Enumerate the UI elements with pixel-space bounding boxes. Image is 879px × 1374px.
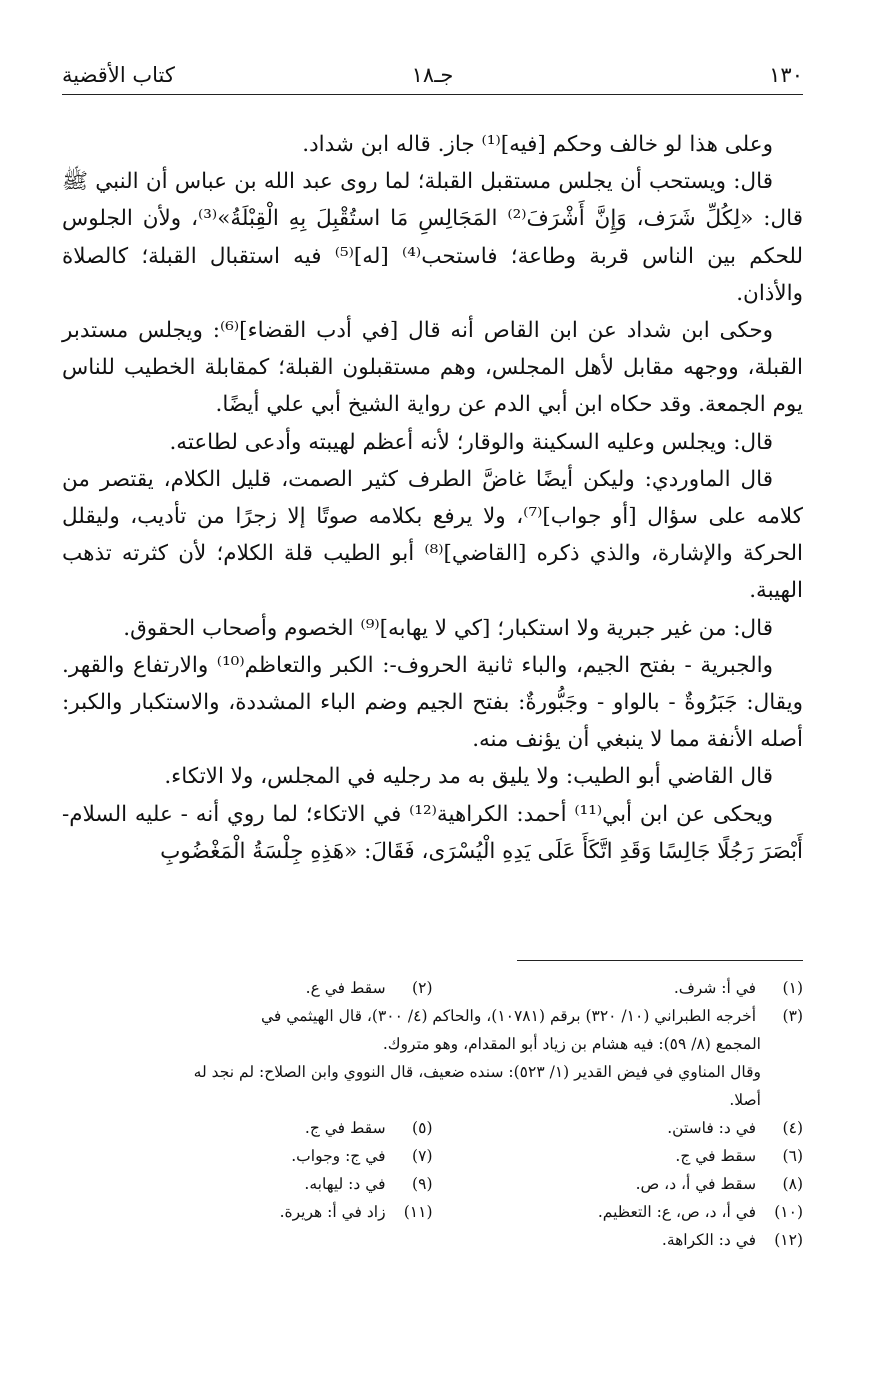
volume-label: جـ١٨ (411, 63, 454, 87)
footnote-row (62, 974, 803, 1002)
footnote-5 (62, 1114, 433, 1142)
footnote-text: سقط في ع. (305, 979, 386, 997)
footnote-number: (١٠) (774, 1203, 803, 1221)
paragraph: قال الماوردي: وليكن أيضًا غاضَّ الطرف كثير الصمت، قليل الكلام، يقتصر من كلامه على سؤال [أو جواب]⁽⁷⁾، ولا يرفع بكلامه صوتًا إلا زجرًا من تأديب، وليقلل الحركة والإشارة، والذي ذكره [القاضي]⁽⁸⁾ أبو الطيب قلة الكلام؛ لأن كثرته تذهب الهيبة. (62, 466, 803, 604)
footnote-12 (433, 1226, 804, 1254)
footnote-number: (٢) (412, 979, 433, 997)
footnote-separator (517, 960, 803, 961)
footnote-text: في د: فاستن. (667, 1119, 757, 1137)
footnote-text: وقال المناوي في فيض القدير (١/ ٥٢٣): سنده ضعيف، قال النووي وابن الصلاح: لم نجد له (193, 1063, 761, 1081)
footnote-text: سقط في أ، د، ص. (635, 1175, 757, 1193)
footnote-6 (433, 1142, 804, 1170)
footnote-text: أخرجه الطبراني (١٠/ ٣٢٠) برقم (١٠٧٨١)، والحاكم (٤/ ٣٠٠)، قال الهيثمي في (261, 1007, 757, 1025)
footnote-number: (٩) (412, 1175, 433, 1193)
footnote-7 (62, 1142, 433, 1170)
footnote-text: سقط في ج. (304, 1119, 386, 1137)
footnote-row (62, 1114, 803, 1142)
footnote-number: (٧) (412, 1147, 433, 1165)
footnote-10 (433, 1198, 804, 1226)
footnote-row (62, 1142, 803, 1170)
footnote-text: في د: ليهابه. (304, 1175, 386, 1193)
footnote-text: أصلا. (729, 1091, 761, 1109)
footnote-number: (١٢) (774, 1231, 803, 1249)
running-header (62, 58, 803, 95)
footnote-number: (٥) (412, 1119, 433, 1137)
footnote-text: في د: الكراهة. (661, 1231, 757, 1249)
footnote-text: زاد في أ: هريرة. (279, 1203, 386, 1221)
footnote-3 (62, 1002, 803, 1114)
footnote-text: في ج: وجواب. (291, 1147, 386, 1165)
footnote-2 (62, 974, 433, 1002)
footnote-4 (433, 1114, 804, 1142)
main-text (62, 126, 803, 870)
footnote-row (62, 1226, 803, 1254)
footnote-text: المجمع (٨/ ٥٩): فيه هشام بن زياد أبو المقدام، وهو متروك. (382, 1035, 761, 1053)
footnote-text: في أ: شرف. (673, 979, 757, 997)
footnote-row (62, 1170, 803, 1198)
footnote-number: (١١) (403, 1203, 433, 1221)
footnote-number: (١) (782, 979, 803, 997)
page-number: ١٣٠ (769, 63, 803, 87)
paragraph: ويحكى عن ابن أبي⁽¹¹⁾ أحمد: الكراهية⁽¹²⁾ في الاتكاء؛ لما روي أنه - عليه السلام- أَبْصَرَ رَجُلًا جَالِسًا وَقَدِ اتَّكَأَ عَلَى يَدِهِ الْيُسْرَى، فَقَالَ: «هَذِهِ جِلْسَةُ الْمَغْضُوبِ (62, 801, 803, 864)
footnote-8 (433, 1170, 804, 1198)
footnote-9 (62, 1170, 433, 1198)
paragraph: وحكى ابن شداد عن ابن القاص أنه قال [في أدب القضاء]⁽⁶⁾: ويجلس مستدبر القبلة، ووجهه مقابل لأهل المجلس، وهم مستقبلون القبلة؛ كمقابلة الخطيب للناس يوم الجمعة. وقد حكاه ابن أبي الدم عن رواية الشيخ أبي علي أيضًا. (62, 318, 803, 418)
paragraph: والجبرية - بفتح الجيم، والباء ثانية الحروف-: الكبر والتعاظم⁽¹⁰⁾ والارتفاع والقهر. ويقال: جَبَرُوةٌ - بالواو - وجَبُّورةٌ: بفتح الجيم وضم الباء المشددة، والاستكبار والكبر: أصله الأنفة مما لا ينبغي أن يؤنف منه. (62, 652, 803, 753)
paragraph: وعلى هذا لو خالف وحكم [فيه]⁽¹⁾ جاز. قاله ابن شداد. (302, 132, 773, 157)
footnote-number: (٨) (782, 1175, 803, 1193)
book-title: كتاب الأقضية (62, 63, 175, 87)
paragraph: قال القاضي أبو الطيب: ولا يليق به مد رجليه في المجلس، ولا الاتكاء. (164, 764, 773, 790)
footnote-number: (٦) (782, 1147, 803, 1165)
footnote-number: (٣) (782, 1007, 803, 1025)
paragraph: قال: ويستحب أن يجلس مستقبل القبلة؛ لما روى عبد الله بن عباس أن النبي ﷺ قال: «لِكُلِّ شَرَف، وَإِنَّ أَشْرَفَ⁽²⁾ المَجَالِسِ مَا استُقْبِلَ بِهِ الْقِبْلَةُ»⁽³⁾، ولأن الجلوس للحكم بين الناس قربة وطاعة؛ فاستحب⁽⁴⁾ [له]⁽⁵⁾ فيه استقبال القبلة؛ كالصلاة والأذان. (62, 169, 803, 306)
paragraph: قال: من غير جبرية ولا استكبار؛ [كي لا يهابه]⁽⁹⁾ الخصوم وأصحاب الحقوق. (123, 615, 773, 641)
footnote-row (62, 1198, 803, 1226)
footnotes (62, 974, 803, 1254)
footnote-1 (433, 974, 804, 1002)
footnote-text: في أ، د، ص، ع: التعظيم. (597, 1203, 757, 1221)
paragraph: قال: ويجلس وعليه السكينة والوقار؛ لأنه أعظم لهيبته وأدعى لطاعته. (169, 429, 773, 455)
footnote-number: (٤) (782, 1119, 803, 1137)
footnote-text: سقط في ج. (675, 1147, 757, 1165)
footnote-11 (62, 1198, 433, 1226)
